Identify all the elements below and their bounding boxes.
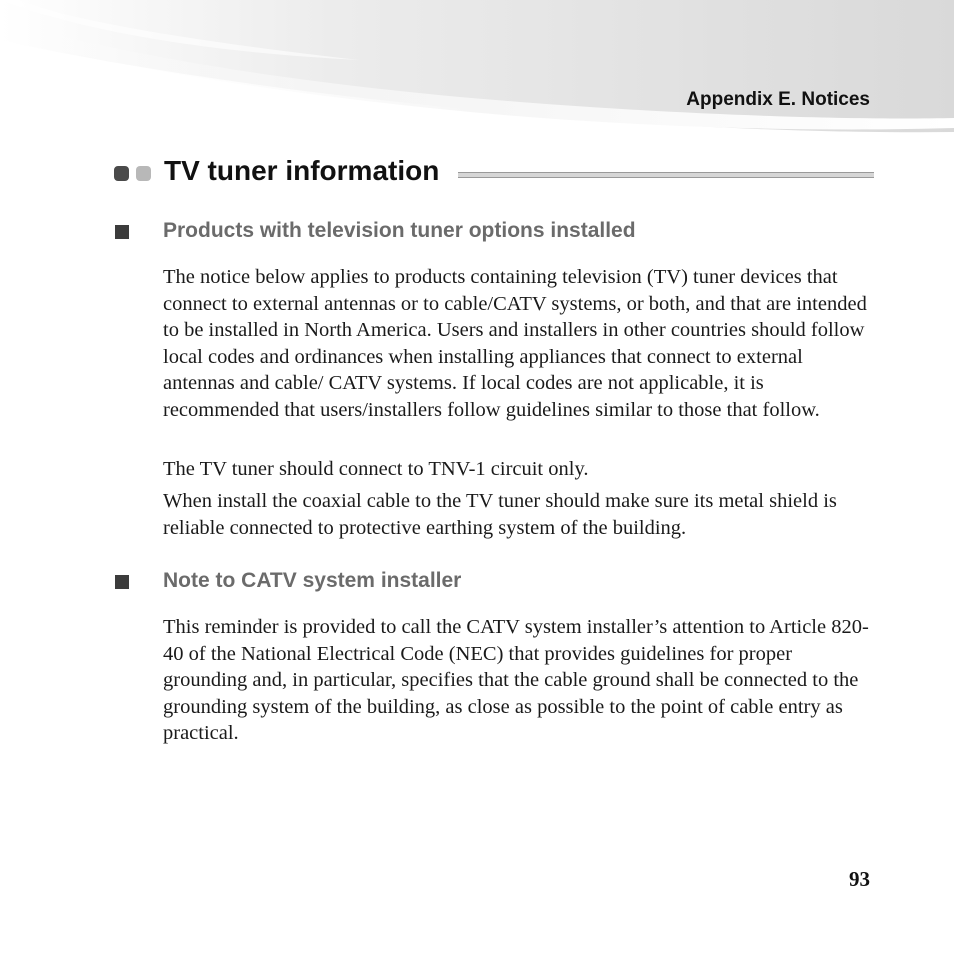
title-rule-divider: [458, 172, 874, 178]
header-swoosh-graphic: [0, 0, 954, 140]
paragraph-coaxial: When install the coaxial cable to the TV tuner should make sure its metal shield is reliable connected to protective earthing system of the building.: [163, 490, 837, 539]
section-heading-catv: Note to CATV system installer: [163, 569, 462, 592]
paragraph-catv-reminder: This reminder is provided to call the CATV system installer’s attention to Article 820-40 of the National Electrical Code (NEC) that provides guidelines for proper grounding and, in particular, specifies that the cable ground shall be connected to the grounding system of the building, as close as possible to the point of cable entry as practical.: [163, 616, 869, 745]
section-title-row: [114, 152, 874, 192]
running-header: Appendix E. Notices: [686, 89, 870, 110]
section-bullet-icon: [115, 575, 129, 589]
header-decoration: [0, 0, 954, 140]
page-number: 93: [849, 867, 870, 891]
paragraph-tnv: The TV tuner should connect to TNV-1 circuit only.: [163, 458, 589, 480]
paragraph-notice: The notice below applies to products containing television (TV) tuner devices that connect to external antennas or to cable/CATV systems, or both, and that are intended to be installed in North America. Users and installers in other countries should follow local codes and ordinances when installing appliances that connect to external antennas and cable/ CATV systems. If local codes are not applicable, it is recommended that users/installers follow guidelines similar to those that follow.: [163, 266, 867, 421]
section-bullet-icon: [115, 225, 129, 239]
section-heading-tv-tuner: Products with television tuner options installed: [163, 219, 636, 242]
title-bullet-dark-icon: [114, 166, 129, 181]
title-bullet-light-icon: [136, 166, 151, 181]
page-title: TV tuner information: [164, 155, 440, 186]
